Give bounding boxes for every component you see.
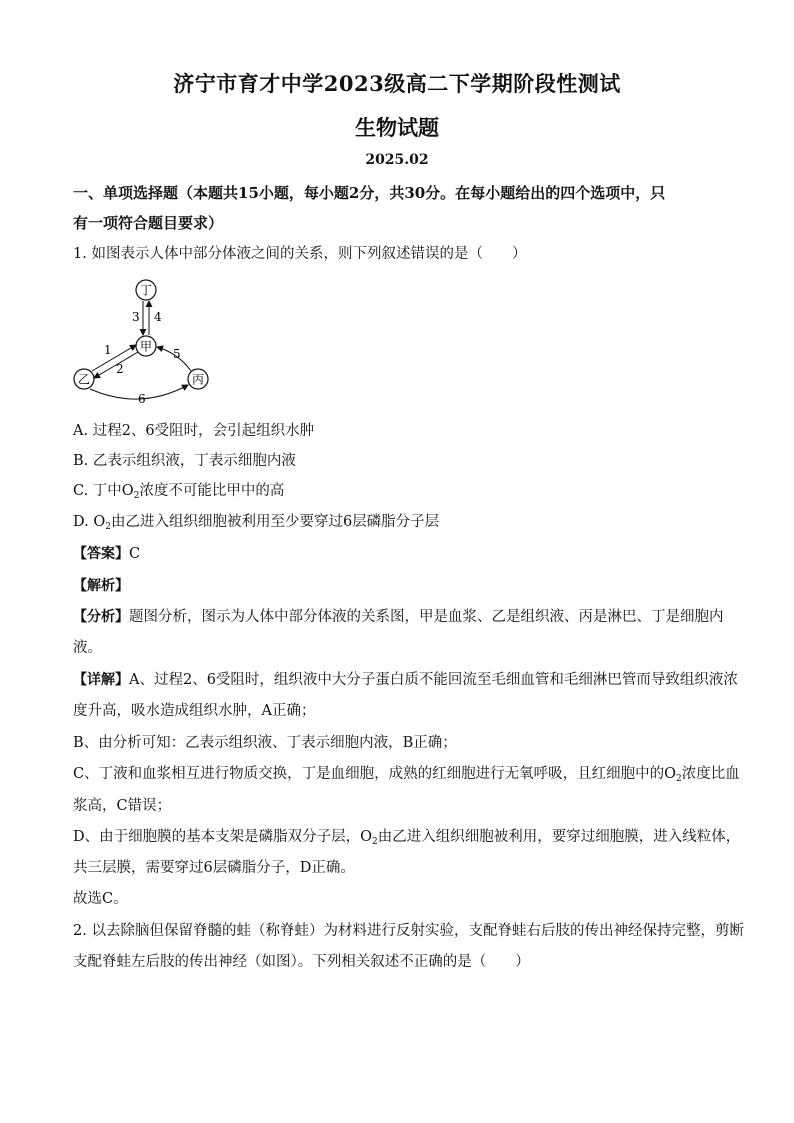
option-d: D. $O_2$由乙进入组织细胞被利用至少要穿过6层磷脂分子层 bbox=[73, 514, 440, 532]
detail-d-line1: D、由于细胞膜的基本支架是磷脂双分子层，$O_2$由乙进入组织细胞被利用，要穿过细胞膜，进入线粒体， bbox=[73, 829, 741, 847]
detail-c-line1: C、丁液和血浆相互进行物质交换，丁是血细胞，成熟的红细胞进行无氧呼吸，且红细胞中的$O_2$浓度比血 bbox=[73, 766, 740, 784]
fenxi-line1: 【分析】题图分析，图示为人体中部分体液的关系图，甲是血浆、乙是组织液、丙是淋巴、丁是细胞内 bbox=[73, 609, 724, 625]
node-yi bbox=[74, 369, 94, 389]
option-c: C. 丁中$O_2$浓度不可能比甲中的高 bbox=[73, 483, 285, 501]
arrow-label-4: 4 bbox=[154, 310, 162, 324]
question-1-stem: 1. 如图表示人体中部分体液之间的关系，则下列叙述错误的是（ ） bbox=[73, 246, 527, 262]
node-ding bbox=[136, 280, 156, 300]
node-jia bbox=[136, 336, 156, 356]
fenxi-line2: 液。 bbox=[73, 640, 102, 656]
arrow-label-3: 3 bbox=[132, 310, 140, 324]
question-2-stem-line1: 2. 以去除脑但保留脊髓的蛙（称脊蛙）为材料进行反射实验，支配脊蛙右后肢的传出神经保持完整，剪断 bbox=[73, 923, 744, 939]
question-2-stem-line2: 支配脊蛙左后肢的传出神经（如图）。下列相关叙述不正确的是（ ） bbox=[73, 954, 530, 970]
analysis-heading: 【解析】 bbox=[73, 578, 129, 594]
subject-title: 生物试题 bbox=[355, 115, 439, 140]
option-a: A. 过程2、6受阻时，会引起组织水肿 bbox=[73, 423, 315, 439]
conclusion: 故选C。 bbox=[73, 891, 128, 907]
arrow-label-6: 6 bbox=[138, 392, 146, 406]
answer-value: C bbox=[129, 546, 141, 562]
detail-a-line2: 度升高，吸水造成组织水肿，A正确； bbox=[73, 703, 316, 719]
svg-text:乙: 乙 bbox=[77, 372, 91, 387]
arrow-label-1: 1 bbox=[104, 343, 112, 357]
detail-d-line2: 共三层膜，需要穿过6层磷脂分子，D正确。 bbox=[73, 860, 355, 876]
exam-date: 2025.02 bbox=[365, 152, 429, 168]
answer-tag: 【答案】 bbox=[73, 546, 129, 562]
detail-c-line2: 浆高，C错误； bbox=[73, 798, 172, 814]
body-fluid-diagram bbox=[70, 275, 215, 410]
detail-b: B、由分析可知：乙表示组织液、丁表示细胞内液，B正确； bbox=[73, 735, 457, 751]
arrow-label-5: 5 bbox=[173, 347, 181, 361]
section-heading-line1: 一、单项选择题（本题共15小题，每小题2分，共30分。在每小题给出的四个选项中，只 bbox=[73, 184, 666, 202]
answer-line bbox=[73, 544, 723, 564]
option-b: B. 乙表示组织液，丁表示细胞内液 bbox=[73, 453, 296, 469]
arrow-1 bbox=[92, 345, 136, 371]
svg-text:丙: 丙 bbox=[191, 372, 205, 387]
arrow-label-2: 2 bbox=[116, 362, 124, 376]
node-bing bbox=[188, 369, 208, 389]
detail-a-line1: 【详解】A、过程2、6受阻时，组织液中大分子蛋白质不能回流至毛细血管和毛细淋巴管而导致组织液浓 bbox=[73, 672, 738, 688]
svg-text:丁: 丁 bbox=[139, 283, 153, 298]
exam-title: 济宁市育才中学2023级高二下学期阶段性测试 bbox=[173, 71, 621, 96]
svg-text:甲: 甲 bbox=[139, 339, 153, 354]
section-heading-line2: 有一项符合题目要求） bbox=[73, 214, 224, 232]
